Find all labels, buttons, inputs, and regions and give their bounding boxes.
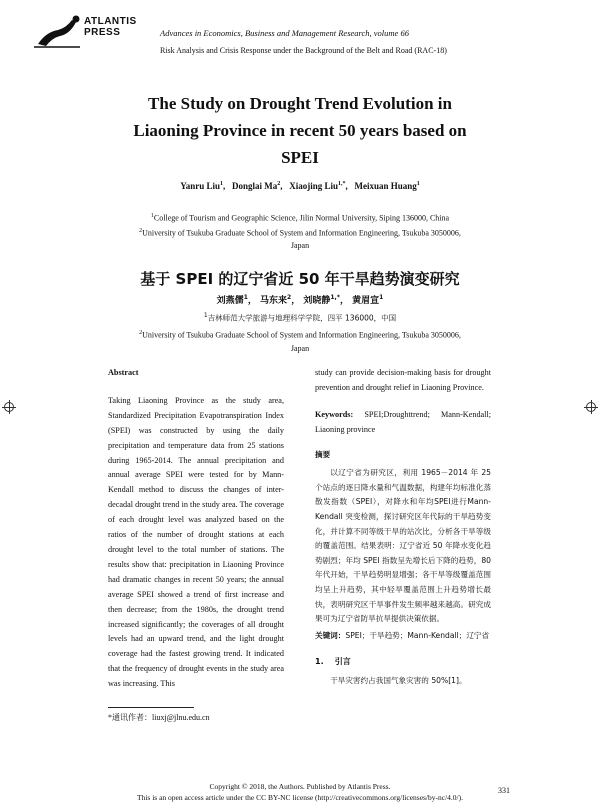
title-line1: The Study on Drought Trend Evolution in: [148, 94, 452, 113]
cn-author-name: 马东来: [260, 296, 288, 306]
cn-keywords-text: SPEI；干旱趋势；Mann-Kendall；辽宁省: [345, 630, 490, 640]
cn-affiliation-1: 吉林师范大学旅游与地理科学学院，四平 136000，中国: [207, 313, 397, 323]
footer-license: This is an open access article under the CC BY-NC license (http://creativecommons.org/licenses/by-nc/4.0/).: [136, 793, 464, 802]
cn-abstract-body: 以辽宁省为研究区，利用 1965－2014 年 25 个站点的逐日降水量和气温数据，构建年均标准化蒸散发指数（SPEI），对降水和年均SPEI进行Mann-Kendall 突变检测，探讨研究区年代际的干旱趋势变化，并计算不同等级干旱的站次比，分析各干旱等级的覆盖范围。结果表明：辽宁省近 50 年降水变化趋势剧烈；年均 SPEI 指数呈先增长后下降的趋势，80 年代开始，干旱趋势明显增强；各干旱等级覆盖范围均呈上升趋势，其中轻旱覆盖范围上升趋势增长最快，表明研究区干旱事件发生频率越来越高。研究成果可为辽宁省防旱抗旱提供决策依据。: [315, 468, 491, 624]
corresponding-author: *通讯作者：liuxj@jlnu.edu.cn: [108, 713, 210, 722]
author-affil-mark: 2: [277, 181, 281, 187]
cn-keywords: [315, 629, 491, 644]
cn-affiliation-2-cont: Japan: [290, 344, 310, 354]
cn-author-affil-mark: 1: [379, 294, 384, 301]
cn-keywords-label: 关键词：: [315, 630, 346, 640]
cn-author-affil-mark: 1: [243, 294, 248, 301]
footnote-rule: [108, 707, 194, 708]
cn-author-name: 黄眉宣: [352, 296, 380, 306]
affiliation-2-cont: Japan: [290, 241, 310, 251]
chinese-affiliations: $^1$吉林师范大学旅游与地理科学学院，四平 136000，中国 $^2$University of Tsukuba Graduate School of System and Information Engineering, Tsukuba 3050006, Japan: [100, 309, 500, 356]
registration-mark-icon: [586, 402, 596, 412]
keywords-text: SPEI;Droughttrend; Mann-Kendall; Liaoning province: [315, 409, 491, 434]
author-name: Yanru Liu: [180, 181, 220, 191]
keywords-label: Keywords:: [315, 409, 354, 419]
footer-copyright: Copyright © 2018, the Authors. Published by Atlantis Press.: [209, 782, 391, 791]
journal-name: Advances in Economics, Business and Management Research, volume 66: [160, 28, 409, 38]
logo-text-line1: ATLANTIS: [84, 16, 137, 27]
affiliation-2: University of Tsukuba Graduate School of System and Information Engineering, Tsukuba 3050006,: [142, 228, 461, 238]
author-list: Yanru Liu$^1$, Donglai Ma$^2$, Xiaojing Liu$^{1,*}$, Meixuan Huang$^1$: [180, 181, 420, 191]
affiliations: $^1$College of Tourism and Geographic Science, Jilin Normal University, Siping 136000, China $^2$University of Tsukuba Graduate School of System and Information Engineering, Tsukuba 3050006, Japan: [100, 210, 500, 252]
section-first-line: 干旱灾害约占我国气象灾害的 50%[1]。: [330, 676, 467, 686]
cn-author-name: 刘晓静: [303, 296, 331, 306]
cn-author-affil-mark: 2: [287, 294, 292, 301]
abstract-continuation: study can provide decision-making basis for drought prevention and drought relief in Liaoning Province.: [315, 368, 491, 392]
left-column: [108, 366, 284, 692]
title-line2: Liaoning Province in recent 50 years based on: [133, 121, 467, 140]
paper-title: [60, 90, 540, 171]
author-name: Meixuan Huang: [354, 181, 417, 191]
atlantis-figure-icon: [32, 14, 82, 50]
abstract-heading: Abstract: [108, 368, 139, 377]
section-number: 1.: [315, 657, 324, 667]
logo-text-line2: PRESS: [84, 27, 121, 38]
cn-abstract-heading: 摘要: [315, 449, 331, 459]
author-affil-mark: 1: [219, 181, 223, 187]
title-line3: SPEI: [281, 148, 319, 167]
cn-affiliation-2: University of Tsukuba Graduate School of System and Information Engineering, Tsukuba 3050006,: [142, 330, 461, 340]
cn-author-name: 刘燕儒: [216, 296, 244, 306]
author-affil-mark: 1: [416, 181, 420, 187]
conference-name: Risk Analysis and Crisis Response under the Background of the Belt and Road (RAC-18): [160, 46, 447, 55]
registration-mark-icon: [4, 402, 14, 412]
page-number: 331: [498, 786, 510, 795]
author-name: Xiaojing Liu: [289, 181, 339, 191]
right-column: [315, 366, 491, 689]
author-name: Donglai Ma: [231, 181, 278, 191]
chinese-author-list: 刘燕儒$^1$， 马东来$^2$， 刘晓静$^{1,*}$， 黄眉宣$^1$: [216, 294, 384, 306]
affiliation-1: College of Tourism and Geographic Science, Jilin Normal University, Siping 136000, China: [153, 213, 450, 223]
keywords: [315, 408, 491, 438]
cn-author-affil-mark: 1,*: [330, 294, 340, 301]
logo-text: [84, 16, 137, 38]
section-title: 引言: [334, 657, 351, 667]
section-heading: [315, 655, 491, 670]
chinese-title: 基于 SPEI 的辽宁省近 50 年干旱趋势演变研究: [140, 270, 460, 288]
author-affil-mark: 1,*: [338, 181, 346, 187]
abstract-body: Taking Liaoning Province as the study area, Standardized Precipitation Evapotranspiration Index (SPEI) was constructed by using the daily precipitation and temperature data from 25 stations during 1965-2014. The annual precipitation and annual average SPEI were tested for by Mann-Kendall method to discuss the changes of inter-decadal drought trend in the study area. The coverage of each drought level was analyzed based on the ratios of the number of drought stations at each drought level to the total number of stations. The results show that: precipitation in Liaoning Province had dramatic changes in recent 50 years; the annual average SPEI showed a trend of first increase and then decrease; from the 1980s, the drought trend increased significantly; the coverages of all drought levels had an upward trend, and the light drought coverage had the fastest growing trend. It indicated that the frequency of drought events in the study area was increasing. This: [108, 395, 284, 689]
